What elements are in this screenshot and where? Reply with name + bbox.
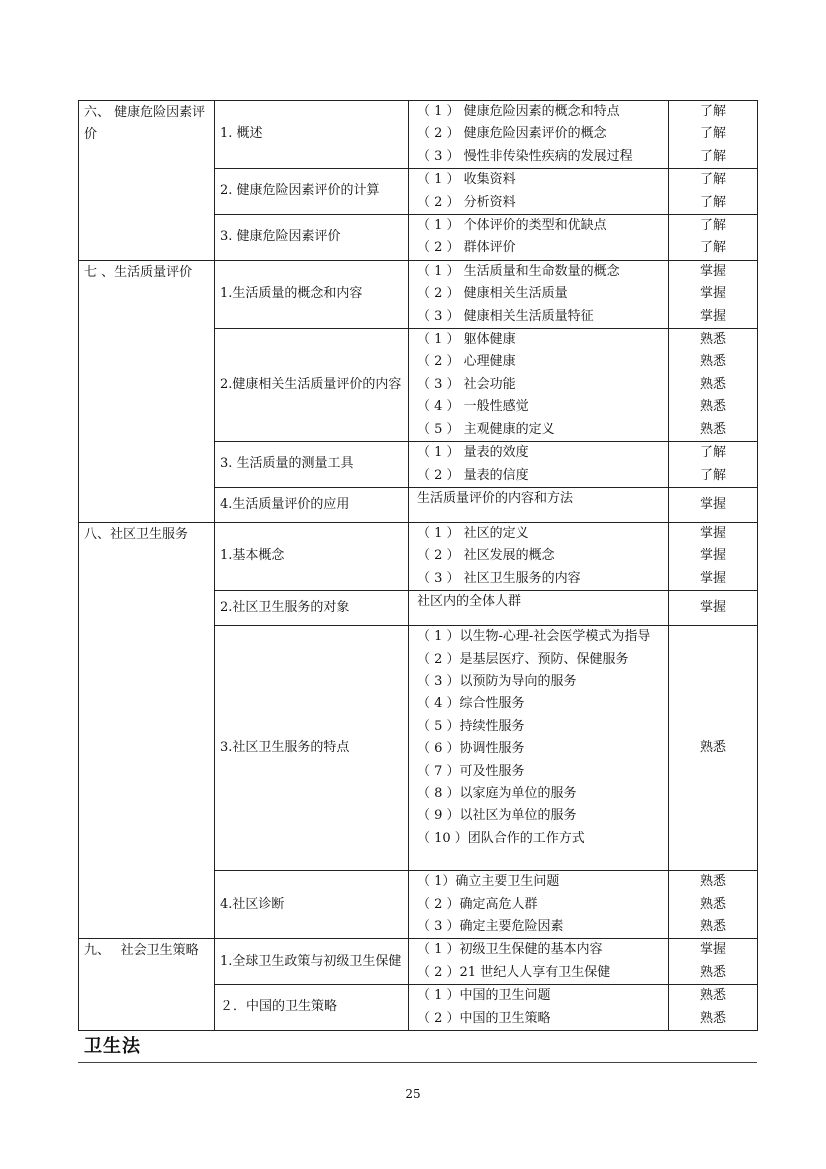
requirement-level: 掌握 (699, 548, 726, 564)
key-point: （ 6 ）协调性服务 (417, 741, 525, 757)
requirement-level: 熟悉 (699, 896, 726, 912)
key-point: （ 1 ） 收集资料 (417, 172, 516, 188)
unit-title-cell (79, 522, 215, 938)
requirement-level: 熟悉 (699, 399, 726, 415)
subtopic-cell (215, 329, 409, 442)
key-point: （ 2 ） 健康危险因素评价的概念 (417, 126, 607, 142)
requirement-level-cell (669, 985, 758, 1031)
requirement-level: 熟悉 (699, 332, 726, 348)
requirement-level: 掌握 (699, 599, 726, 615)
unit-title-cell (79, 101, 215, 261)
requirement-level: 熟悉 (699, 874, 726, 890)
key-point: （ 4 ） 一般性感觉 (417, 399, 529, 415)
subtopic-title: 2.健康相关生活质量评价的内容 (220, 376, 402, 392)
table-row (79, 260, 758, 328)
key-point: （ 2 ） 群体评价 (417, 240, 516, 256)
subtopic-title: 2.社区卫生服务的对象 (220, 599, 350, 615)
key-points-cell (409, 487, 669, 522)
key-point: （ 1 ）初级卫生保健的基本内容 (417, 942, 603, 958)
requirement-level: 了解 (699, 126, 726, 142)
key-point: 社区内的全体人群 (417, 594, 522, 610)
table-row (79, 101, 758, 169)
key-points-cell (409, 871, 669, 939)
key-points-cell (409, 522, 669, 590)
subtopic-title: 1.基本概念 (220, 548, 285, 564)
key-point: （ 3 ） 慢性非传染性疾病的发展过程 (417, 148, 633, 164)
syllabus-table-body (79, 101, 758, 1031)
key-point: （ 7 ）可及性服务 (417, 763, 525, 779)
requirement-level: 了解 (699, 104, 726, 119)
key-points-cell (409, 985, 669, 1031)
key-point: （ 2 ）中国的卫生策略 (417, 1010, 551, 1026)
key-point: （ 2 ） 健康相关生活质量 (417, 286, 568, 302)
unit-title: 六、 健康危险因素评价 (84, 105, 206, 143)
requirement-level-cell (669, 215, 758, 261)
subtopic-title: 4.生活质量评价的应用 (220, 496, 350, 512)
requirement-level: 熟悉 (699, 964, 726, 980)
key-points-cell (409, 215, 669, 261)
unit-title: 七 、生活质量评价 (84, 264, 193, 280)
key-point: （ 2 ） 量表的信度 (417, 467, 529, 483)
key-point: （ 3 ） 健康相关生活质量特征 (417, 308, 594, 324)
page-number: 25 (405, 1087, 421, 1101)
requirement-level: 了解 (699, 218, 726, 234)
requirement-level: 熟悉 (699, 354, 726, 370)
subtopic-cell (215, 101, 409, 169)
requirement-level: 熟悉 (699, 739, 726, 755)
key-point: （ 2 ）确定高危人群 (417, 896, 538, 912)
key-points-cell (409, 442, 669, 488)
requirement-level: 熟悉 (699, 421, 726, 437)
subtopic-title: 1. 概述 (220, 126, 263, 142)
requirement-level-cell (669, 939, 758, 985)
key-point: （ 1 ）以生物-心理-社会医学模式为指导 (417, 629, 651, 645)
key-point: （ 1 ） 社区的定义 (417, 525, 529, 541)
subtopic-cell (215, 169, 409, 215)
syllabus-table (78, 100, 758, 1031)
key-point: （ 4 ）综合性服务 (417, 696, 525, 712)
key-points-cell (409, 101, 669, 169)
key-point: （ 10 ）团队合作的工作方式 (417, 830, 585, 846)
key-point: （ 3 ）确定主要危险因素 (417, 918, 564, 934)
key-point: （ 9 ）以社区为单位的服务 (417, 808, 577, 824)
unit-title-cell (79, 939, 215, 1031)
requirement-level-cell (669, 442, 758, 488)
requirement-level: 熟悉 (699, 918, 726, 934)
key-point: （ 2 ）是基层医疗、预防、保健服务 (417, 651, 629, 667)
subtopic-title: 2. 健康危险因素评价的计算 (220, 183, 380, 199)
key-point: （ 2 ） 社区发展的概念 (417, 548, 555, 564)
unit-title: 八、社区卫生服务 (84, 526, 189, 542)
requirement-level: 掌握 (699, 570, 726, 586)
heading-divider (78, 1062, 757, 1063)
unit-title: 九、 社会卫生策略 (84, 943, 199, 959)
requirement-level: 掌握 (699, 525, 726, 541)
key-point: （ 1 ） 健康危险因素的概念和特点 (417, 104, 620, 119)
requirement-level: 掌握 (699, 308, 726, 324)
key-point: （ 3 ）以预防为导向的服务 (417, 673, 577, 689)
key-points-cell (409, 169, 669, 215)
subtopic-cell (215, 522, 409, 590)
subtopic-cell (215, 215, 409, 261)
subtopic-title: 3. 健康危险因素评价 (220, 229, 341, 245)
key-point: （ 2 ） 心理健康 (417, 354, 516, 370)
subtopic-title: 3.社区卫生服务的特点 (220, 739, 350, 755)
subtopic-cell (215, 487, 409, 522)
subtopic-cell (215, 626, 409, 871)
subtopic-cell (215, 260, 409, 328)
key-point: （ 3 ） 社会功能 (417, 376, 516, 392)
requirement-level: 熟悉 (699, 376, 726, 392)
requirement-level: 了解 (699, 148, 726, 164)
key-point: （ 2 ） 分析资料 (417, 194, 516, 210)
key-point: （ 1 ） 躯体健康 (417, 332, 516, 348)
requirement-level: 了解 (699, 467, 726, 483)
requirement-level: 熟悉 (699, 1010, 726, 1026)
unit-title-cell (79, 260, 215, 522)
key-points-cell (409, 260, 669, 328)
subtopic-cell (215, 442, 409, 488)
subtopic-cell (215, 591, 409, 626)
subtopic-title: 1.生活质量的概念和内容 (220, 286, 363, 302)
requirement-level: 掌握 (699, 286, 726, 302)
requirement-level-cell (669, 260, 758, 328)
key-point: （ 1 ） 量表的效度 (417, 445, 529, 461)
subtopic-cell (215, 871, 409, 939)
requirement-level-cell (669, 101, 758, 169)
requirement-level: 掌握 (699, 496, 726, 512)
key-point: （ 5 ）持续性服务 (417, 718, 525, 734)
key-points-cell (409, 591, 669, 626)
requirement-level-cell (669, 871, 758, 939)
subtopic-title: 4.社区诊断 (220, 896, 285, 912)
requirement-level-cell (669, 329, 758, 442)
subtopic-title: 3. 生活质量的测量工具 (220, 456, 354, 472)
requirement-level: 了解 (699, 240, 726, 256)
requirement-level: 了解 (699, 445, 726, 461)
key-point: （ 1 ）中国的卫生问题 (417, 988, 551, 1004)
key-point: （ 1 ） 个体评价的类型和优缺点 (417, 218, 607, 234)
key-points-cell (409, 329, 669, 442)
subtopic-cell (215, 985, 409, 1031)
table-row (79, 939, 758, 985)
requirement-level: 掌握 (699, 263, 726, 279)
requirement-level-cell (669, 487, 758, 522)
key-point: （ 8 ）以家庭为单位的服务 (417, 785, 577, 801)
key-point: （ 1 ） 生活质量和生命数量的概念 (417, 263, 620, 279)
requirement-level-cell (669, 626, 758, 871)
key-point: （ 2 ）21 世纪人人享有卫生保健 (417, 964, 611, 980)
key-point: （ 1）确立主要卫生问题 (417, 874, 560, 890)
requirement-level-cell (669, 591, 758, 626)
key-point: 生活质量评价的内容和方法 (417, 490, 574, 506)
subtopic-cell (215, 939, 409, 985)
key-point: （ 3 ） 社区卫生服务的内容 (417, 570, 581, 586)
subtopic-title: 1.全球卫生政策与初级卫生保健 (220, 953, 402, 969)
requirement-level-cell (669, 522, 758, 590)
key-point: （ 5 ） 主观健康的定义 (417, 421, 555, 437)
requirement-level: 了解 (699, 194, 726, 210)
section-heading: 卫生法 (84, 1036, 141, 1057)
key-points-cell (409, 939, 669, 985)
table-row (79, 522, 758, 590)
requirement-level: 掌握 (699, 942, 726, 958)
requirement-level: 了解 (699, 172, 726, 188)
subtopic-title: ２．中国的卫生策略 (220, 999, 338, 1015)
requirement-level: 熟悉 (699, 988, 726, 1004)
key-points-cell (409, 626, 669, 871)
requirement-level-cell (669, 169, 758, 215)
